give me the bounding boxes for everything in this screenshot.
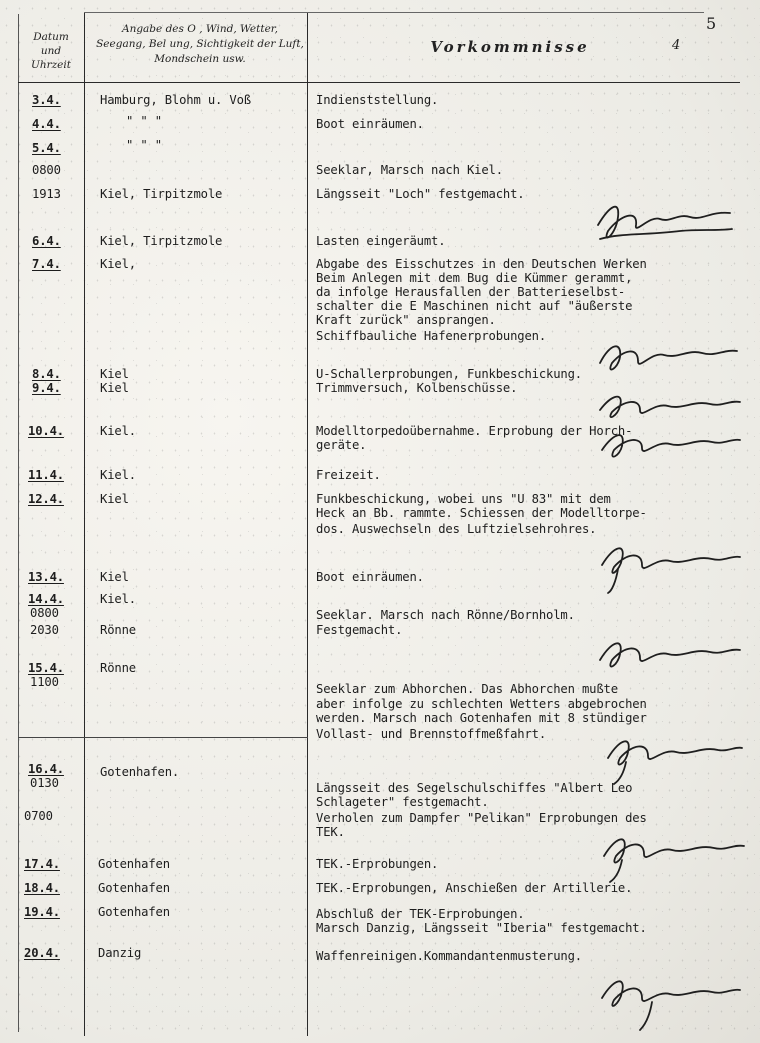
header-place-column: Angabe des O , Wind, Wetter, Seegang, Bel ung, Sichtigkeit der Luft, Mondschein usw.: [96, 23, 304, 65]
entry-place: Rönne: [100, 623, 136, 637]
entry-date: 9.4.: [32, 381, 61, 395]
entry-event: U-Schallerprobungen, Funkbeschickung.: [316, 367, 582, 381]
entry-place: Kiel, Tirpitzmole: [100, 187, 223, 201]
page-number: 4: [672, 38, 681, 53]
entry-date: 10.4.: [28, 424, 64, 438]
entry-event: TEK.-Erprobungen.: [316, 857, 439, 871]
entry-event-line: Seeklar zum Abhorchen. Das Abhorchen mußte: [316, 682, 618, 696]
entry-date: 6.4.: [32, 234, 61, 248]
entry-place: Kiel.: [100, 424, 136, 438]
entry-event: Festgemacht.: [316, 623, 403, 637]
entry-event-line: da infolge Herausfallen der Batterieselbst-: [316, 285, 626, 299]
entry-event-line: geräte.: [316, 438, 367, 452]
entry-event-line: Marsch Danzig, Längsseit "Iberia" festgemacht.: [316, 921, 647, 935]
entry-time: 1913: [32, 187, 61, 201]
entry-date: 18.4.: [24, 881, 60, 895]
signature-mark: [592, 968, 742, 1033]
entry-event-line: Schiffbauliche Hafenerprobungen.: [316, 329, 546, 343]
signature-mark: [590, 388, 745, 468]
entry-date: 12.4.: [28, 492, 64, 506]
entry-date: 4.4.: [32, 117, 61, 131]
grid-line-section-divider: [18, 737, 308, 738]
entry-time: 1100: [30, 675, 59, 689]
entry-date: 5.4.: [32, 141, 61, 155]
entry-date: 17.4.: [24, 857, 60, 871]
entry-place: Kiel: [100, 570, 129, 584]
entry-place: Kiel,: [100, 257, 136, 271]
entry-place: Rönne: [100, 661, 136, 675]
entry-place: Kiel: [100, 492, 129, 506]
entry-date: 13.4.: [28, 570, 64, 584]
entry-event: Trimmversuch, Kolbenschüsse.: [316, 381, 518, 395]
entry-place: " " ": [126, 138, 162, 152]
entry-event-line: Längsseit des Segelschulschiffes "Albert Leo: [316, 781, 633, 795]
entry-time: 2030: [30, 623, 59, 637]
entry-time: 0130: [30, 776, 59, 790]
grid-line-header-bottom: [18, 82, 740, 83]
entry-event-line: Verholen zum Dampfer "Pelikan" Erprobungen des: [316, 811, 647, 825]
corner-page-mark: 5: [706, 14, 717, 33]
entry-event-line: Abgabe des Eisschutzes in den Deutschen Werken: [316, 257, 647, 271]
entry-place: Danzig: [98, 946, 142, 960]
entry-date: 16.4.: [28, 762, 64, 776]
entry-place: Kiel: [100, 381, 129, 395]
entry-event-line: Modelltorpedoübernahme. Erprobung der Horch-: [316, 424, 633, 438]
entry-time: 0800: [30, 606, 59, 620]
grid-line-date-place: [84, 12, 85, 1036]
signature-mark: [592, 535, 742, 595]
entry-event: TEK.-Erprobungen, Anschießen der Artillerie.: [316, 881, 633, 895]
entry-event: Boot einräumen.: [316, 117, 424, 131]
entry-date: 20.4.: [24, 946, 60, 960]
entry-place: Gotenhafen: [98, 905, 170, 919]
entry-event-line: Kraft zurück" ansprangen.: [316, 313, 496, 327]
signature-mark: [590, 195, 740, 250]
entry-date: 8.4.: [32, 367, 61, 381]
entry-place: Gotenhafen: [98, 881, 170, 895]
signature-mark: [592, 335, 742, 380]
entry-place: Kiel.: [100, 468, 136, 482]
entry-place: Gotenhafen.: [100, 765, 180, 779]
entry-event-line: TEK.: [316, 825, 345, 839]
grid-line-place-events: [307, 12, 308, 1036]
entry-place: Gotenhafen: [98, 857, 170, 871]
entry-place: Hamburg, Blohm u. Voß: [100, 93, 251, 107]
entry-date: 14.4.: [28, 592, 64, 606]
header-date-column: Datum und Uhrzeit: [31, 31, 71, 71]
entry-date: 15.4.: [28, 661, 64, 675]
entry-event-line: werden. Marsch nach Gotenhafen mit 8 stündiger: [316, 711, 647, 725]
entry-time: 0800: [32, 163, 61, 177]
signature-mark: [600, 728, 745, 788]
header-events-column: Vorkommnisse: [430, 38, 590, 56]
entry-event: Längsseit "Loch" festgemacht.: [316, 187, 525, 201]
entry-date: 19.4.: [24, 905, 60, 919]
entry-event-line: Schlageter" festgemacht.: [316, 795, 489, 809]
entry-event: Indienststellung.: [316, 93, 439, 107]
signature-mark: [596, 828, 746, 883]
grid-line-header-top: [84, 12, 704, 13]
entry-event: Waffenreinigen.Kommandantenmusterung.: [316, 949, 582, 963]
entry-time: 0700: [24, 809, 53, 823]
entry-event: Boot einräumen.: [316, 570, 424, 584]
entry-place: " " ": [126, 114, 162, 128]
entry-event-line: Funkbeschickung, wobei uns "U 83" mit dem: [316, 492, 611, 506]
entry-place: Kiel.: [100, 592, 136, 606]
entry-event-line: Abschluß der TEK-Erprobungen.: [316, 907, 525, 921]
entry-event-line: aber infolge zu schlechten Wetters abgebrochen: [316, 697, 647, 711]
entry-event-line: dos. Auswechseln des Luftzielsehrohres.: [316, 522, 597, 536]
entry-date: 7.4.: [32, 257, 61, 271]
entry-date: 11.4.: [28, 468, 64, 482]
entry-event: Lasten eingeräumt.: [316, 234, 446, 248]
entry-event-line: schalter die E Maschinen nicht auf "äußerste: [316, 299, 633, 313]
grid-line-date-left: [18, 14, 19, 1032]
entry-place: Kiel, Tirpitzmole: [100, 234, 223, 248]
entry-event: Seeklar. Marsch nach Rönne/Bornholm.: [316, 608, 575, 622]
entry-event-line: Vollast- und Brennstoffmeßfahrt.: [316, 727, 546, 741]
entry-event-line: Beim Anlegen mit dem Bug die Kümmer gerammt,: [316, 271, 633, 285]
entry-place: Kiel: [100, 367, 129, 381]
entry-event-line: Heck an Bb. rammte. Schiessen der Modelltorpe-: [316, 506, 647, 520]
signature-mark: [592, 630, 742, 680]
entry-event: Seeklar, Marsch nach Kiel.: [316, 163, 503, 177]
entry-event: Freizeit.: [316, 468, 381, 482]
entry-date: 3.4.: [32, 93, 61, 107]
